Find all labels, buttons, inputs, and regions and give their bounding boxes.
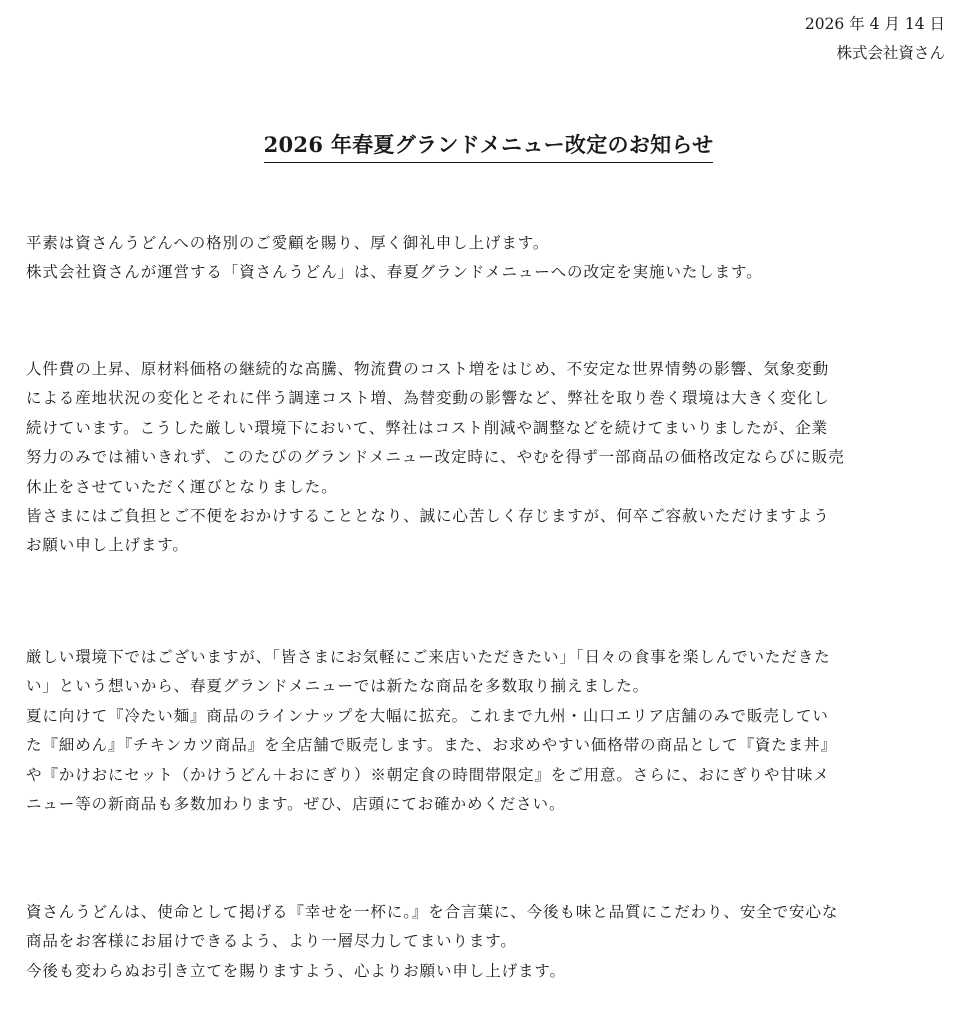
paragraph-line: 努力のみでは補いきれず、このたびのグランドメニュー改定時に、やむを得ず一部商品の価格改定ならびに販売 <box>26 448 845 467</box>
paragraph-new-products <box>26 643 956 819</box>
paragraph-line: 平素は資さんうどんへの格別のご愛顧を賜り、厚く御礼申し上げます。 <box>26 234 550 252</box>
paragraph-line: 厳しい環境下ではございますが、「皆さまにお気軽にご来店いただきたい」「日々の食事を楽しんでいただきた <box>26 648 831 666</box>
paragraph-line: 資さんうどんは、使命として掲げる『幸せを一杯に。』を合言葉に、今後も味と品質にこだわり、安全で安心な <box>26 903 839 921</box>
document-header <box>805 10 945 68</box>
paragraph-line: ニュー等の新商品も多数加わります。ぜひ、店頭にてお確かめください。 <box>26 795 566 814</box>
paragraph-line: お願い申し上げます。 <box>26 536 189 555</box>
paragraph-greeting <box>26 229 956 288</box>
company-name: 株式会社資さん <box>836 44 945 62</box>
paragraph-closing <box>26 898 956 986</box>
paragraph-line: い」という想いから、春夏グランドメニューでは新たな商品を多数取り揃えました。 <box>26 677 650 696</box>
paragraph-line: 皆さまにはご負担とご不便をおかけすることとなり、誠に心苦しく存じますが、何卒ご容赦いただけますよう <box>26 507 830 526</box>
paragraph-line: 夏に向けて『冷たい麺』商品のラインナップを大幅に拡充。これまで九州・山口エリア店舗のみで販売してい <box>26 706 829 725</box>
paragraph-line: 株式会社資さんが運営する「資さんうどん」は、春夏グランドメニューへの改定を実施いたします。 <box>26 263 763 282</box>
document-date: 2026 年 4 月 14 日 <box>804 15 945 33</box>
paragraph-line: 休止をさせていただく運びとなりました。 <box>26 477 338 496</box>
paragraph-line: や『かけおにセット（かけうどん＋おにぎり）※朝定食の時間帯限定』をご用意。さらに、おにぎりや甘味メ <box>26 765 830 784</box>
paragraph-line: 商品をお客様にお届けできるよう、より一層尽力してまいります。 <box>26 932 517 951</box>
paragraph-line: た『細めん』『チキンカツ商品』を全店舗で販売します。また、お求めやすい価格帯の商品として『資たま丼』 <box>26 736 837 755</box>
paragraph-line: 今後も変わらぬお引き立てを賜りますよう、心よりお願い申し上げます。 <box>26 961 566 980</box>
paragraph-price-revision <box>26 355 956 561</box>
paragraph-line: 人件費の上昇、原材料価格の継続的な高騰、物流費のコスト増をはじめ、不安定な世界情勢の影響、気象変動 <box>26 360 829 378</box>
document-title: 2026 年春夏グランドメニュー改定のお知らせ <box>264 130 714 163</box>
paragraph-line: による産地状況の変化とそれに伴う調達コスト増、為替変動の影響など、弊社を取り巻く環境は大きく変化し <box>26 389 830 408</box>
title-block <box>0 116 977 177</box>
paragraph-line: 続けています。こうした厳しい環境下において、弊社はコスト削減や調整などを続けてまいりましたが、企業 <box>26 418 829 437</box>
